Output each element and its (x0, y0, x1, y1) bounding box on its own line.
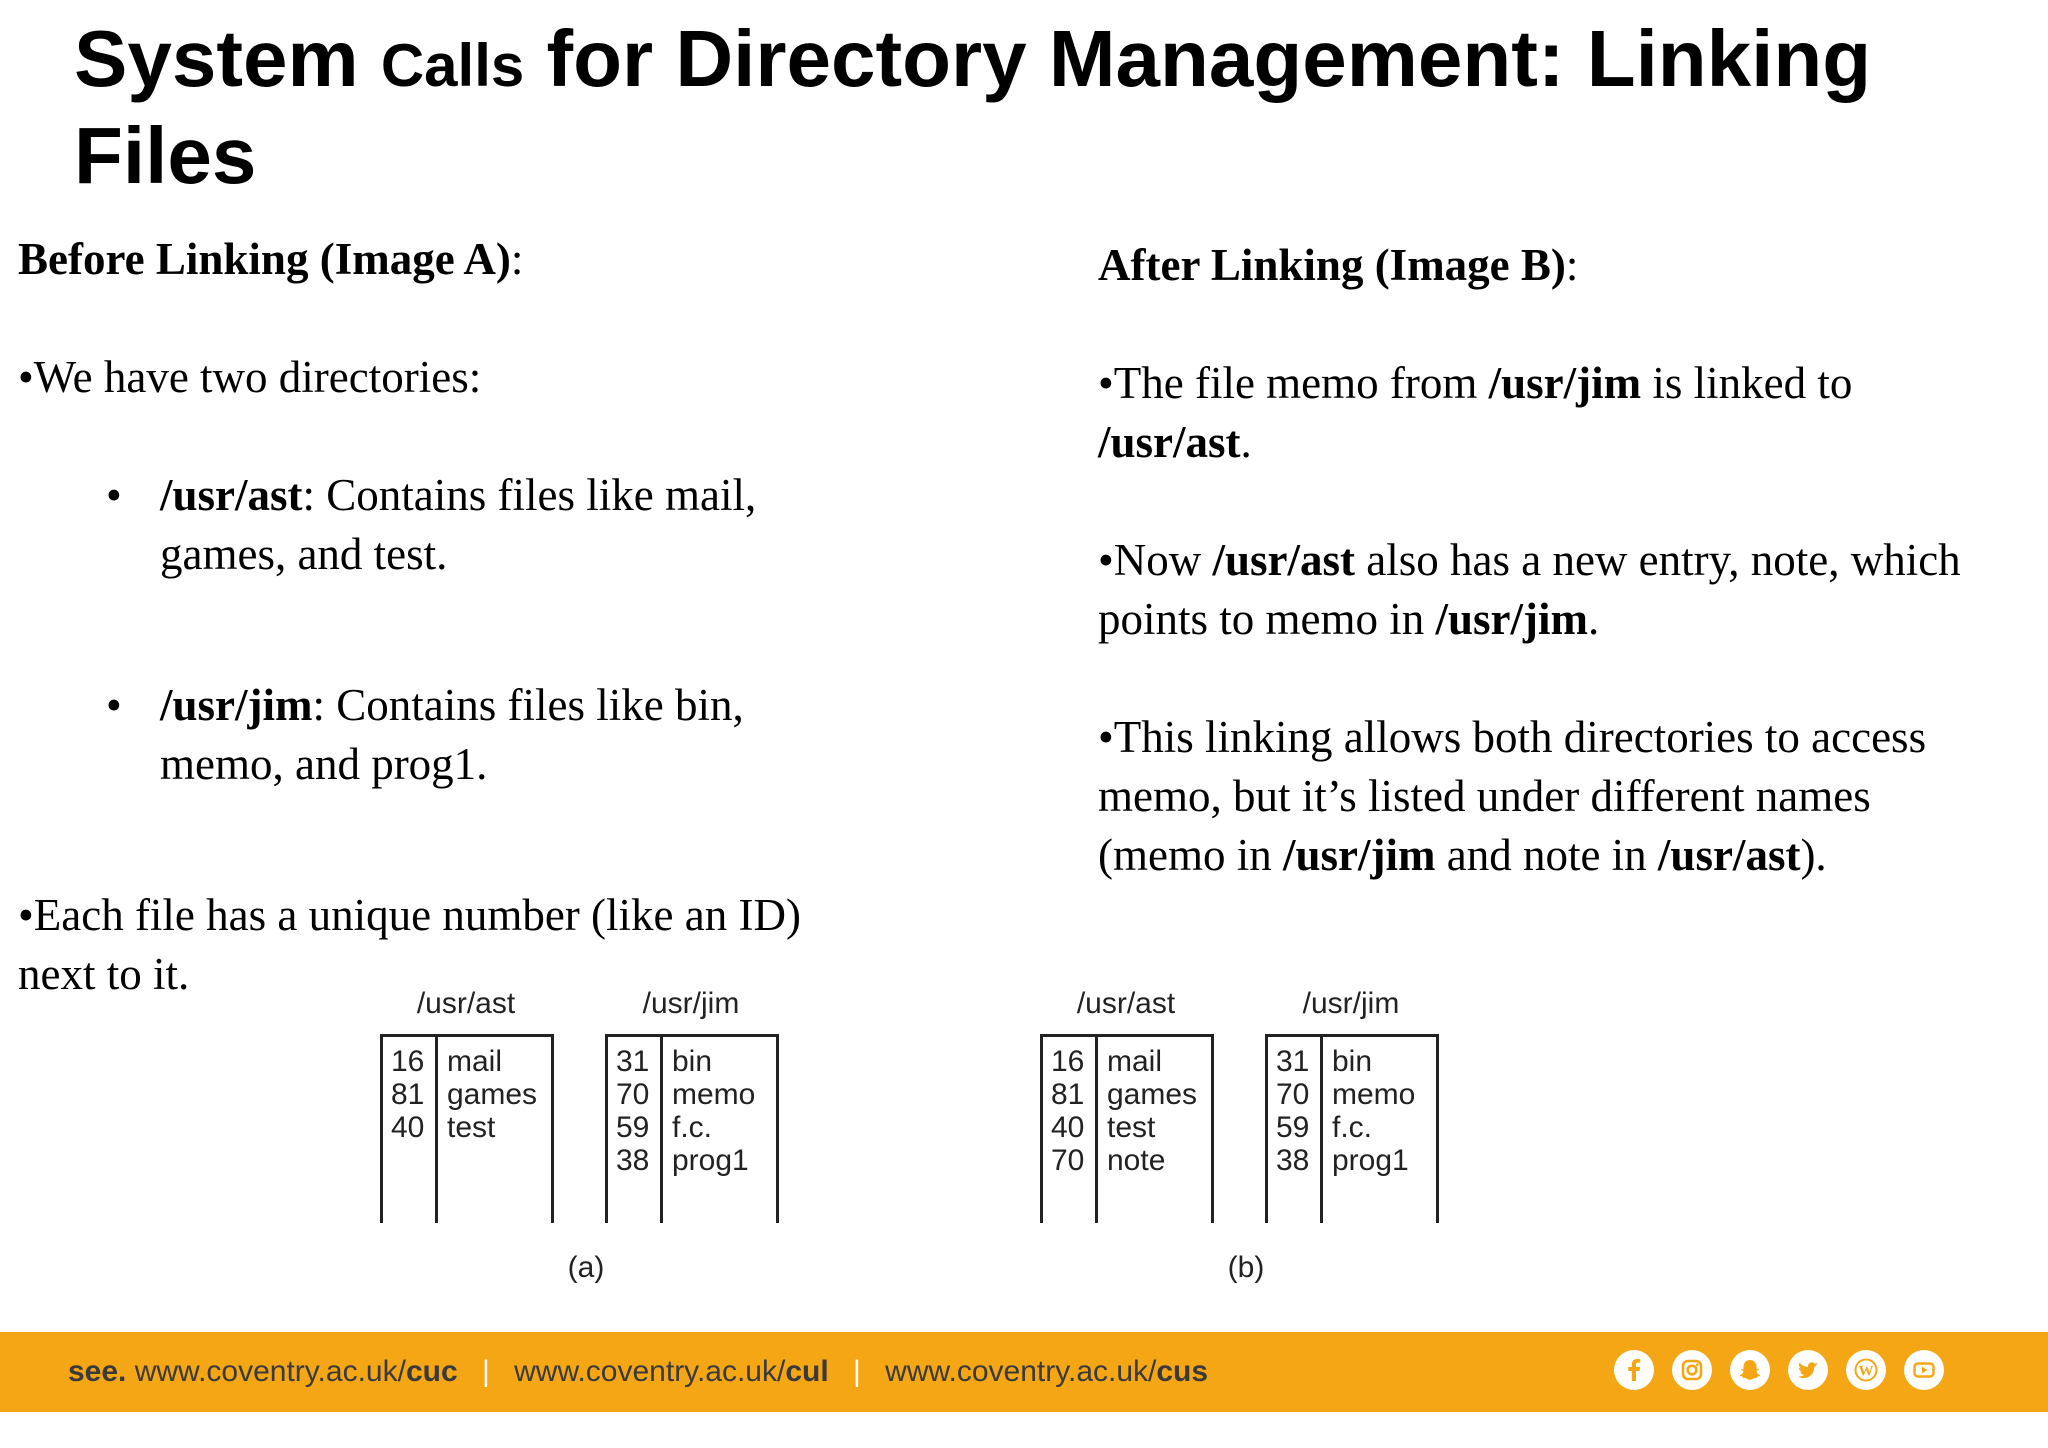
directory-entry (1043, 1078, 1211, 1111)
file-name: f.c. (672, 1111, 713, 1144)
file-name: note (1107, 1144, 1166, 1177)
directory-name: /usr/ast (416, 987, 516, 1020)
directory-entry (1268, 1111, 1436, 1144)
file-name: bin (672, 1045, 713, 1078)
link-cuc[interactable] (126, 1355, 457, 1388)
text: •This linking allows both directories to access memo, but it’s listed under different names (memo in (1098, 712, 1927, 880)
file-name: mail (447, 1045, 503, 1078)
diagram-after-linking (1040, 986, 1480, 1296)
inode-number: 38 (1276, 1144, 1310, 1177)
diagram-before-linking (380, 986, 820, 1296)
link-cul[interactable] (514, 1355, 829, 1388)
dir-path: /usr/ast (1657, 830, 1801, 880)
directory-entry (383, 1111, 551, 1144)
social-icons (1614, 1350, 1944, 1394)
link-suffix: cus (1156, 1355, 1209, 1388)
directory-usr-jim (605, 986, 777, 1177)
title-part: for Directory Management: Linking (546, 14, 1872, 103)
text: •The file memo from (1098, 358, 1489, 408)
separator: | (853, 1355, 861, 1388)
dir-path: /usr/jim (1435, 594, 1588, 644)
text: ). (1800, 830, 1827, 880)
dir-path: /usr/ast (1212, 535, 1356, 585)
file-name: mail (1107, 1045, 1163, 1078)
diagram-caption: (b) (1227, 1251, 1265, 1284)
access-description (1098, 708, 1998, 885)
link-prefix: www.coventry.ac.uk/ (514, 1355, 786, 1388)
text: . (1588, 594, 1600, 644)
youtube-icon[interactable] (1904, 1350, 1944, 1390)
directory-usr-ast (1040, 986, 1212, 1177)
directory-entry (608, 1144, 776, 1177)
inode-number: 31 (1276, 1045, 1310, 1078)
diagram-caption: (a) (567, 1251, 605, 1284)
file-name: games (1107, 1078, 1198, 1111)
directory-entry (1268, 1144, 1436, 1177)
directory-entry (1268, 1045, 1436, 1078)
inode-number: 59 (1276, 1111, 1310, 1144)
file-name: test (1107, 1111, 1156, 1144)
directory-entry (383, 1045, 551, 1078)
after-linking-column (1098, 236, 1998, 885)
see-label: see. (68, 1355, 127, 1388)
file-name: prog1 (672, 1144, 749, 1177)
inode-number: 38 (616, 1144, 650, 1177)
slide-title (74, 14, 1974, 201)
list-item-ast (18, 466, 860, 584)
directory-entry (1043, 1045, 1211, 1078)
dir-path: /usr/ast (1098, 417, 1241, 467)
link-suffix: cul (785, 1355, 829, 1388)
link-prefix: www.coventry.ac.uk/ (885, 1355, 1157, 1388)
text: •Now (1098, 535, 1213, 585)
inode-number: 70 (1276, 1078, 1310, 1111)
list-item-jim (18, 676, 860, 794)
twitter-icon[interactable] (1788, 1350, 1828, 1390)
directory-entry (1043, 1144, 1211, 1177)
id-note-text: •Each file has a unique number (like an ID) next to it. (18, 890, 801, 999)
footer-bar (0, 1332, 2048, 1412)
directory-box (1040, 1034, 1214, 1223)
link-prefix: www.coventry.ac.uk/ (126, 1355, 406, 1388)
directory-entry (1268, 1078, 1436, 1111)
separator: | (481, 1355, 490, 1388)
before-heading (18, 230, 1018, 289)
dir-path: /usr/jim (1488, 358, 1642, 408)
title-part: System (74, 14, 359, 103)
inode-number: 70 (616, 1078, 650, 1111)
instagram-icon[interactable] (1672, 1350, 1712, 1390)
link-description (1098, 354, 1998, 472)
new-entry-description (1098, 531, 1998, 649)
directory-box (380, 1034, 554, 1223)
inode-number: 16 (391, 1045, 425, 1078)
heading-colon: : (510, 234, 524, 284)
heading-colon: : (1565, 240, 1579, 290)
text: . (1240, 417, 1252, 467)
inode-number: 81 (391, 1078, 425, 1111)
directory-name: /usr/ast (1076, 987, 1176, 1020)
title-part: Calls (380, 32, 525, 99)
inode-number: 81 (1051, 1078, 1085, 1111)
inode-number: 31 (616, 1045, 650, 1078)
text: and note in (1435, 830, 1658, 880)
title-part: Files (74, 111, 257, 200)
file-name: f.c. (1332, 1111, 1373, 1144)
svg-text:W: W (1858, 1363, 1874, 1380)
text: also has a new entry, note, which points to memo in (1098, 535, 1961, 644)
file-name: bin (1332, 1045, 1373, 1078)
intro-text: •We have two directories: (18, 352, 482, 402)
footer-links (68, 1332, 1208, 1412)
snapchat-icon[interactable] (1730, 1350, 1770, 1390)
directory-entry (1043, 1111, 1211, 1144)
directory-name: /usr/jim (1302, 987, 1400, 1020)
text: is linked to (1641, 358, 1853, 408)
bullet: • (106, 470, 122, 520)
item-text: : Contains files like mail, games, and test. (160, 470, 757, 579)
directory-usr-jim (1265, 986, 1437, 1177)
file-name: test (447, 1111, 496, 1144)
directory-name: /usr/jim (642, 987, 740, 1020)
inode-number: 16 (1051, 1045, 1085, 1078)
inode-number: 70 (1051, 1144, 1085, 1177)
wordpress-icon[interactable] (1846, 1350, 1886, 1390)
file-name: games (447, 1078, 538, 1111)
dir-path: /usr/ast (160, 470, 303, 520)
directory-entry (608, 1111, 776, 1144)
link-suffix: cuc (405, 1355, 458, 1388)
file-name: memo (1332, 1078, 1416, 1111)
bullet: • (106, 680, 122, 730)
directory-usr-ast (380, 986, 552, 1144)
dir-path: /usr/jim (160, 680, 313, 730)
file-name: prog1 (1332, 1144, 1409, 1177)
link-cus[interactable] (885, 1355, 1208, 1388)
inode-number: 40 (1051, 1111, 1085, 1144)
directory-entry (383, 1078, 551, 1111)
inode-number: 40 (391, 1111, 425, 1144)
file-name: memo (672, 1078, 756, 1111)
facebook-icon[interactable] (1614, 1350, 1654, 1390)
dir-path: /usr/jim (1282, 830, 1436, 880)
heading-text: After Linking (Image B) (1098, 240, 1566, 290)
directory-box (1265, 1034, 1439, 1223)
after-heading (1098, 236, 1998, 295)
item-text: : Contains files like bin, memo, and prog1. (160, 680, 744, 789)
directory-entry (608, 1078, 776, 1111)
inode-number: 59 (616, 1111, 650, 1144)
before-linking-column (18, 230, 1018, 1004)
directory-entry (608, 1045, 776, 1078)
heading-text: Before Linking (Image A) (18, 234, 511, 284)
directory-box (605, 1034, 779, 1223)
